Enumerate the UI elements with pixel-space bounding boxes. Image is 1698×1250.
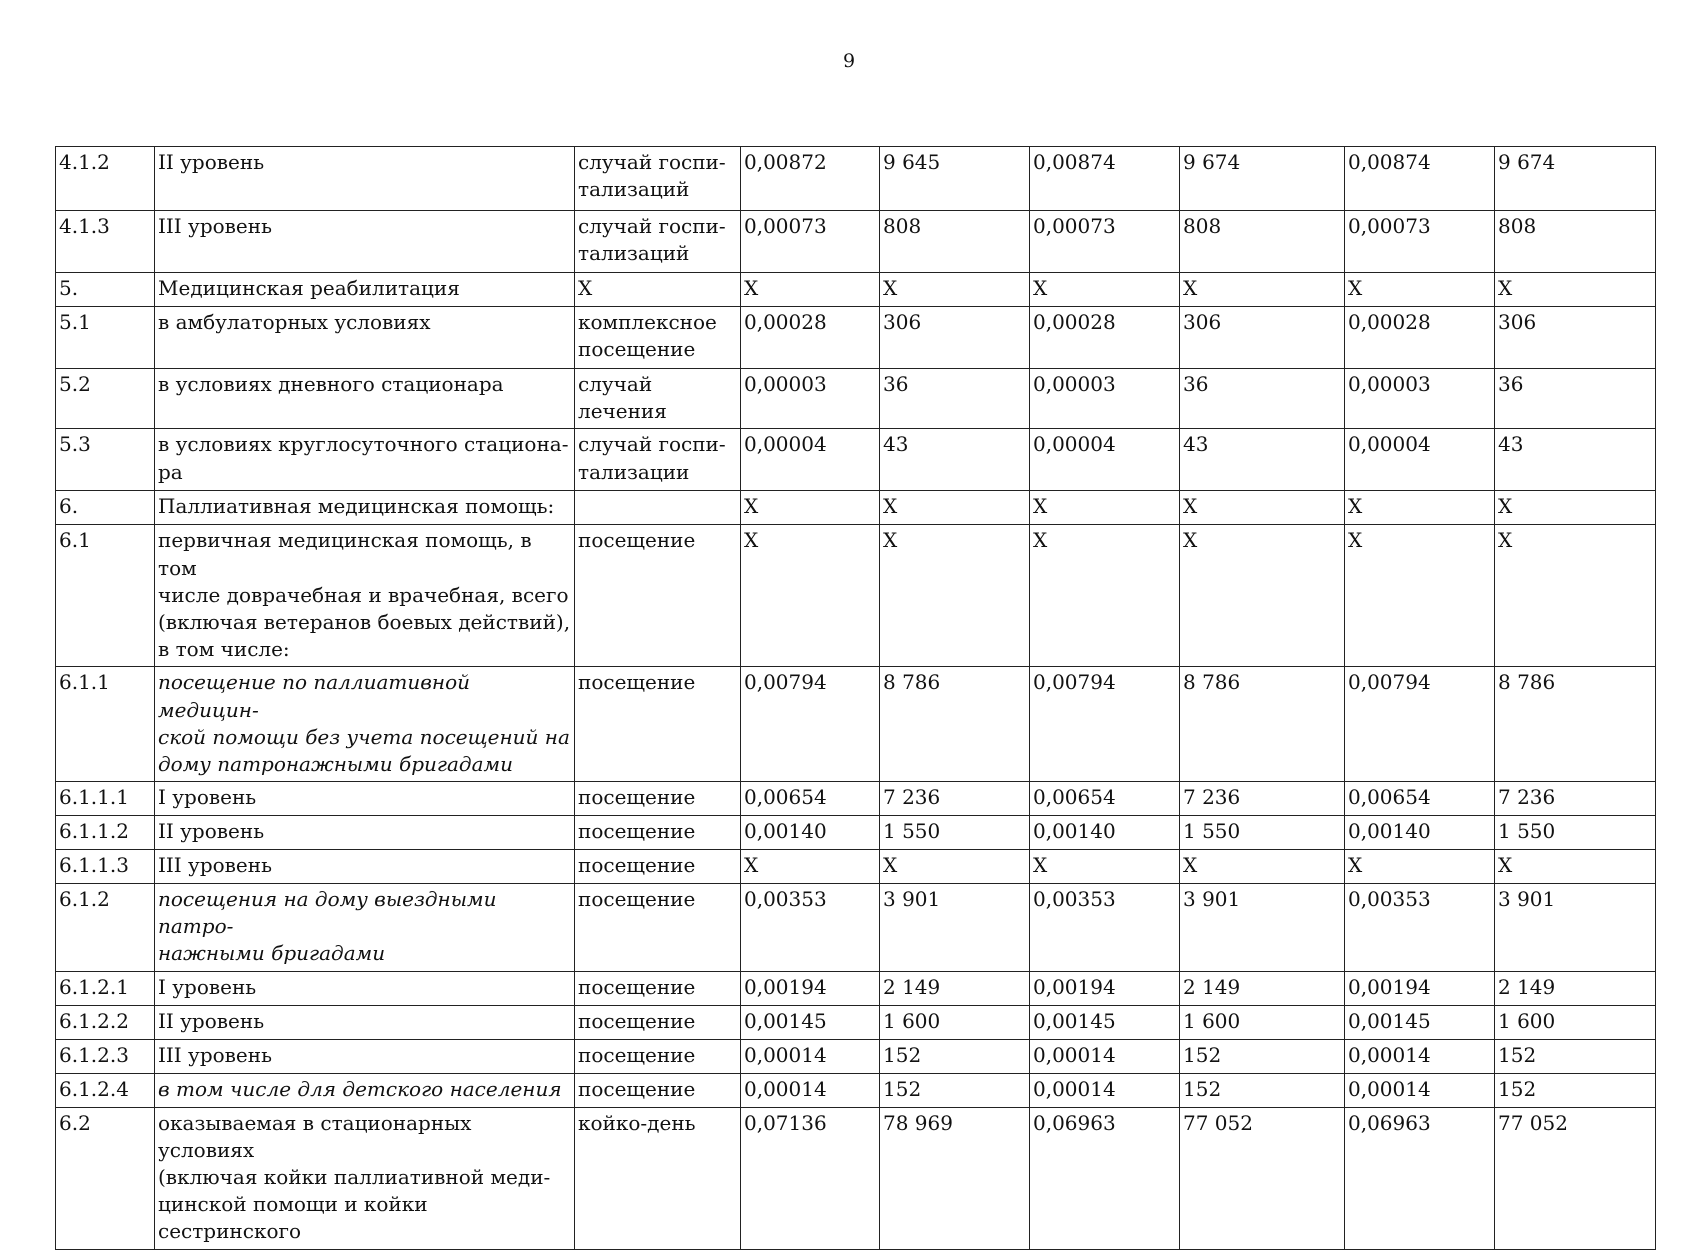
row-number-cell: 6.1.1.3: [56, 850, 155, 884]
value-cell: X: [1030, 491, 1180, 525]
value-cell: 9 674: [1495, 147, 1656, 211]
row-number-cell: 6.1.2.3: [56, 1039, 155, 1073]
unit-cell: случай госпи- тализации: [575, 429, 741, 491]
value-cell: 7 236: [880, 782, 1030, 816]
value-cell: 0,00073: [1345, 211, 1495, 273]
value-cell: X: [1180, 850, 1345, 884]
row-number-cell: 6.1.2.1: [56, 971, 155, 1005]
indicator-name-cell: посещения на дому выездными патро- нажными бригадами: [155, 884, 575, 972]
unit-cell: посещение: [575, 884, 741, 972]
row-number-cell: 6.1.1.1: [56, 782, 155, 816]
indicator-name-cell: I уровень: [155, 782, 575, 816]
value-cell: X: [1345, 850, 1495, 884]
value-cell: 0,00353: [741, 884, 880, 972]
value-cell: X: [1495, 491, 1656, 525]
value-cell: 152: [1495, 1073, 1656, 1107]
value-cell: X: [741, 491, 880, 525]
value-cell: X: [1030, 525, 1180, 667]
value-cell: 306: [1180, 307, 1345, 369]
value-cell: 2 149: [1180, 971, 1345, 1005]
table-row: [56, 1039, 1656, 1073]
value-cell: 0,00014: [1030, 1073, 1180, 1107]
value-cell: 0,00194: [1345, 971, 1495, 1005]
value-cell: X: [1180, 525, 1345, 667]
table-row: [56, 307, 1656, 369]
value-cell: X: [741, 525, 880, 667]
unit-cell: случай лечения: [575, 369, 741, 429]
value-cell: 0,06963: [1345, 1107, 1495, 1249]
table-row: [56, 816, 1656, 850]
value-cell: 8 786: [1180, 667, 1345, 782]
value-cell: X: [1180, 491, 1345, 525]
unit-cell: посещение: [575, 1073, 741, 1107]
row-number-cell: 5.1: [56, 307, 155, 369]
unit-cell: койко-день: [575, 1107, 741, 1249]
table-row: [56, 273, 1656, 307]
row-number-cell: 4.1.3: [56, 211, 155, 273]
value-cell: 0,00004: [1345, 429, 1495, 491]
value-cell: 0,00003: [741, 369, 880, 429]
value-cell: 1 550: [1180, 816, 1345, 850]
table-row: [56, 1107, 1656, 1249]
value-cell: 7 236: [1495, 782, 1656, 816]
table-row: [56, 1005, 1656, 1039]
unit-cell: посещение: [575, 850, 741, 884]
table-row: [56, 1073, 1656, 1107]
row-number-cell: 5.: [56, 273, 155, 307]
value-cell: 0,00003: [1030, 369, 1180, 429]
value-cell: X: [1030, 273, 1180, 307]
value-cell: X: [1495, 525, 1656, 667]
value-cell: 1 600: [1495, 1005, 1656, 1039]
unit-cell: комплексное посещение: [575, 307, 741, 369]
value-cell: 0,00073: [1030, 211, 1180, 273]
value-cell: 808: [1180, 211, 1345, 273]
value-cell: 1 550: [1495, 816, 1656, 850]
unit-cell: случай госпи- тализаций: [575, 211, 741, 273]
value-cell: 0,00028: [1030, 307, 1180, 369]
indicator-name-cell: первичная медицинская помощь, в том числе доврачебная и врачебная, всего (включая ветеранов боевых действий), в том числе:: [155, 525, 575, 667]
value-cell: 0,00145: [1345, 1005, 1495, 1039]
value-cell: 0,00028: [741, 307, 880, 369]
value-cell: 808: [1495, 211, 1656, 273]
unit-cell: X: [575, 273, 741, 307]
value-cell: X: [741, 850, 880, 884]
value-cell: 3 901: [1180, 884, 1345, 972]
indicator-name-cell: III уровень: [155, 211, 575, 273]
unit-cell: [575, 491, 741, 525]
value-cell: 3 901: [1495, 884, 1656, 972]
value-cell: 0,00014: [1345, 1039, 1495, 1073]
value-cell: X: [1345, 273, 1495, 307]
value-cell: 0,00874: [1345, 147, 1495, 211]
value-cell: X: [741, 273, 880, 307]
value-cell: 306: [1495, 307, 1656, 369]
row-number-cell: 6.1.2.4: [56, 1073, 155, 1107]
value-cell: 152: [880, 1073, 1030, 1107]
value-cell: 0,00014: [1345, 1073, 1495, 1107]
value-cell: 43: [1180, 429, 1345, 491]
row-number-cell: 5.2: [56, 369, 155, 429]
indicator-name-cell: III уровень: [155, 1039, 575, 1073]
value-cell: 36: [1180, 369, 1345, 429]
row-number-cell: 4.1.2: [56, 147, 155, 211]
indicator-name-cell: II уровень: [155, 816, 575, 850]
indicator-name-cell: II уровень: [155, 147, 575, 211]
value-cell: 0,00353: [1345, 884, 1495, 972]
table-row: [56, 147, 1656, 211]
value-cell: 36: [880, 369, 1030, 429]
value-cell: 0,00145: [1030, 1005, 1180, 1039]
value-cell: 0,00003: [1345, 369, 1495, 429]
value-cell: 152: [880, 1039, 1030, 1073]
indicator-name-cell: Паллиативная медицинская помощь:: [155, 491, 575, 525]
value-cell: 0,00654: [1345, 782, 1495, 816]
value-cell: 0,00794: [741, 667, 880, 782]
value-cell: 77 052: [1180, 1107, 1345, 1249]
value-cell: 0,00654: [1030, 782, 1180, 816]
value-cell: X: [880, 491, 1030, 525]
value-cell: X: [880, 850, 1030, 884]
value-cell: 0,06963: [1030, 1107, 1180, 1249]
value-cell: 3 901: [880, 884, 1030, 972]
value-cell: X: [880, 273, 1030, 307]
row-number-cell: 6.: [56, 491, 155, 525]
unit-cell: случай госпи- тализаций: [575, 147, 741, 211]
value-cell: 0,07136: [741, 1107, 880, 1249]
unit-cell: посещение: [575, 525, 741, 667]
value-cell: 152: [1180, 1039, 1345, 1073]
unit-cell: посещение: [575, 1039, 741, 1073]
value-cell: 306: [880, 307, 1030, 369]
table-row: [56, 667, 1656, 782]
table-row: [56, 782, 1656, 816]
value-cell: 0,00794: [1030, 667, 1180, 782]
value-cell: 0,00794: [1345, 667, 1495, 782]
value-cell: X: [1495, 273, 1656, 307]
value-cell: 808: [880, 211, 1030, 273]
value-cell: X: [880, 525, 1030, 667]
value-cell: 0,00073: [741, 211, 880, 273]
unit-cell: посещение: [575, 971, 741, 1005]
value-cell: 78 969: [880, 1107, 1030, 1249]
value-cell: 8 786: [880, 667, 1030, 782]
value-cell: 43: [880, 429, 1030, 491]
table-row: [56, 491, 1656, 525]
value-cell: 9 645: [880, 147, 1030, 211]
value-cell: X: [1030, 850, 1180, 884]
value-cell: 0,00140: [1030, 816, 1180, 850]
value-cell: 0,00004: [741, 429, 880, 491]
unit-cell: посещение: [575, 667, 741, 782]
row-number-cell: 6.1: [56, 525, 155, 667]
value-cell: X: [1345, 525, 1495, 667]
value-cell: 0,00194: [1030, 971, 1180, 1005]
value-cell: 0,00004: [1030, 429, 1180, 491]
value-cell: 36: [1495, 369, 1656, 429]
value-cell: 1 600: [880, 1005, 1030, 1039]
value-cell: X: [1495, 850, 1656, 884]
unit-cell: посещение: [575, 782, 741, 816]
value-cell: 8 786: [1495, 667, 1656, 782]
value-cell: 0,00140: [741, 816, 880, 850]
value-cell: 152: [1495, 1039, 1656, 1073]
table-row: [56, 971, 1656, 1005]
indicator-name-cell: II уровень: [155, 1005, 575, 1039]
value-cell: 0,00872: [741, 147, 880, 211]
indicator-name-cell: в условиях дневного стационара: [155, 369, 575, 429]
row-number-cell: 6.1.2.2: [56, 1005, 155, 1039]
value-cell: 9 674: [1180, 147, 1345, 211]
row-number-cell: 6.1.1.2: [56, 816, 155, 850]
value-cell: 2 149: [880, 971, 1030, 1005]
value-cell: 0,00194: [741, 971, 880, 1005]
indicator-name-cell: III уровень: [155, 850, 575, 884]
norms-table: [55, 146, 1656, 1250]
row-number-cell: 6.2: [56, 1107, 155, 1249]
value-cell: 0,00145: [741, 1005, 880, 1039]
value-cell: 152: [1180, 1073, 1345, 1107]
value-cell: 0,00353: [1030, 884, 1180, 972]
page-number: 9: [842, 50, 856, 72]
indicator-name-cell: в условиях круглосуточного стациона- ра: [155, 429, 575, 491]
value-cell: 0,00014: [741, 1039, 880, 1073]
unit-cell: посещение: [575, 1005, 741, 1039]
table-row: [56, 211, 1656, 273]
value-cell: X: [1180, 273, 1345, 307]
value-cell: X: [1345, 491, 1495, 525]
value-cell: 0,00028: [1345, 307, 1495, 369]
indicator-name-cell: Медицинская реабилитация: [155, 273, 575, 307]
table-row: [56, 369, 1656, 429]
value-cell: 0,00014: [1030, 1039, 1180, 1073]
row-number-cell: 6.1.2: [56, 884, 155, 972]
table-row: [56, 525, 1656, 667]
table-row: [56, 850, 1656, 884]
unit-cell: посещение: [575, 816, 741, 850]
value-cell: 43: [1495, 429, 1656, 491]
table-row: [56, 429, 1656, 491]
value-cell: 77 052: [1495, 1107, 1656, 1249]
table-row: [56, 884, 1656, 972]
indicator-name-cell: в том числе для детского населения: [155, 1073, 575, 1107]
indicator-name-cell: в амбулаторных условиях: [155, 307, 575, 369]
value-cell: 0,00654: [741, 782, 880, 816]
table-body: [56, 147, 1656, 1250]
indicator-name-cell: посещение по паллиативной медицин- ской помощи без учета посещений на дому патронажными бригадами: [155, 667, 575, 782]
indicator-name-cell: I уровень: [155, 971, 575, 1005]
value-cell: 0,00874: [1030, 147, 1180, 211]
value-cell: 7 236: [1180, 782, 1345, 816]
value-cell: 2 149: [1495, 971, 1656, 1005]
value-cell: 1 600: [1180, 1005, 1345, 1039]
value-cell: 0,00140: [1345, 816, 1495, 850]
row-number-cell: 6.1.1: [56, 667, 155, 782]
indicator-name-cell: оказываемая в стационарных условиях (включая койки паллиативной меди- цинской помощи и койки сестринского: [155, 1107, 575, 1249]
value-cell: 1 550: [880, 816, 1030, 850]
row-number-cell: 5.3: [56, 429, 155, 491]
value-cell: 0,00014: [741, 1073, 880, 1107]
